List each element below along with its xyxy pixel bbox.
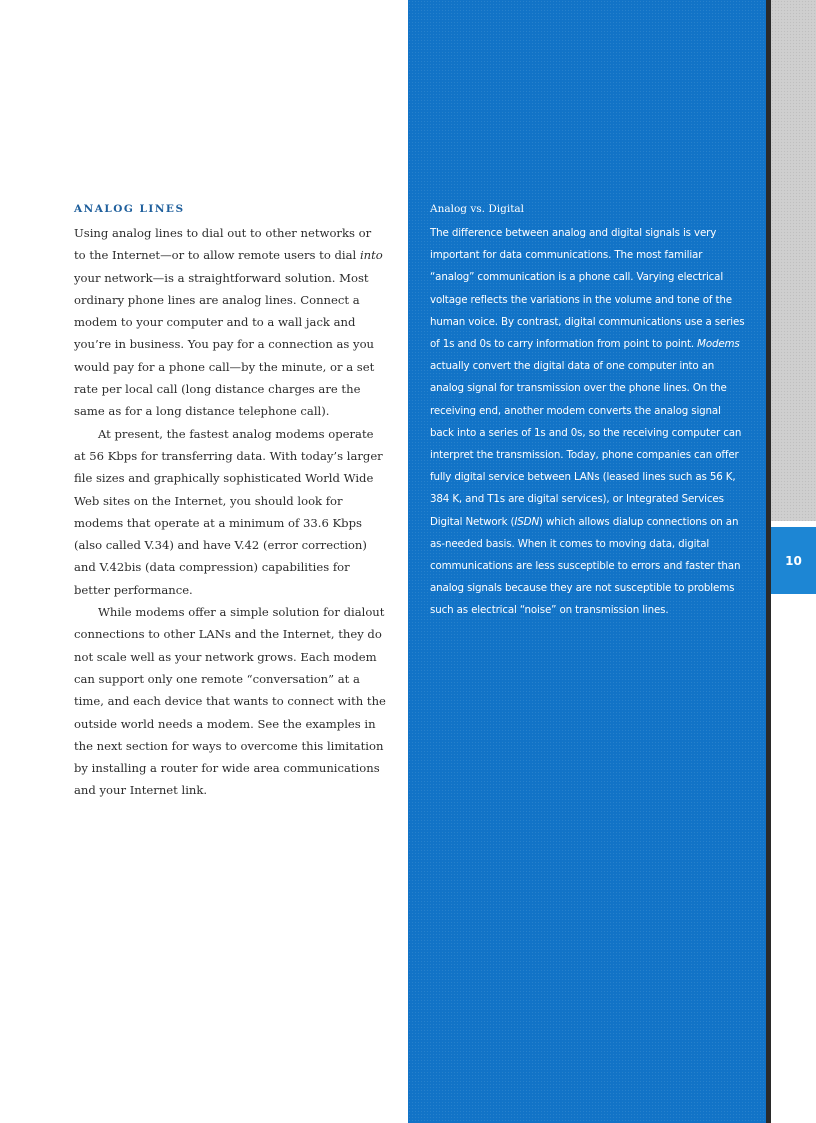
emphasis-text: ISDN: [514, 515, 540, 528]
sidebar-text-part: ) which allows dialup connections on an as-needed basis. When it comes to moving data, digital communications are less susceptible to errors and faster than analog signals because they are not susceptible to problems such as electrical “noise” on transmission lines.: [430, 515, 741, 617]
chapter-number: 10: [785, 553, 802, 568]
sidebar-title: Analog vs. Digital: [430, 203, 525, 215]
body-paragraph: At present, the fastest analog modems operate at 56 Kbps for transferring data. With today’s larger file sizes and graphically sophisticated World Wide Web sites on the Internet, you should look for modems that operate at a minimum of 33.6 Kbps (also called V.34) and have V.42 (error correction) and V.42bis (data compression) capabilities for better performance.: [74, 426, 383, 597]
main-article: [74, 200, 386, 802]
body-paragraph: [74, 222, 386, 423]
chapter-tab: [771, 527, 816, 594]
paragraph-text: your network—is a straightforward solution. Most ordinary phone lines are analog lines. Connect a modem to your computer and to a wall jack and you’re in business. You pay for a connection as you would pay for a phone call—by the minute, or a set rate per local call (long distance charges are the same as for a long distance telephone call).: [74, 270, 375, 419]
emphasis-text: Modems: [697, 338, 740, 351]
margin-strip: [771, 600, 816, 1123]
sidebar-text-part: actually convert the digital data of one computer into an analog signal for transmission over the phone lines. On the receiving end, another modem converts the analog signal back into a series of 1s and 0s, so the receiving computer can interpret the transmission. Today, phone companies can offer fully digital service between LANs (leased lines such as 56 K, 384 K, and T1s are digital services), or Integrated Services Digital Network (: [430, 360, 742, 528]
section-heading: ANALOG LINES: [74, 203, 185, 215]
thumb-index-strip: [771, 0, 816, 521]
sidebar-text-part: The difference between analog and digital signals is very important for data communications. The most familiar “analog” communication is a phone call. Varying electrical voltage reflects the variations in the volume and tone of the human voice. By contrast, digital communications use a series of 1s and 0s to carry information from point to point.: [430, 227, 745, 351]
sidebar-box: [430, 200, 746, 622]
paragraph-text: Using analog lines to dial out to other networks or to the Internet—or to allow remote users to dial: [74, 226, 372, 263]
body-paragraph: While modems offer a simple solution for dialout connections to other LANs and the Internet, they do not scale well as your network grows. Each modem can support only one remote “conversation” at a time, and each device that wants to connect with the outside world needs a modem. See the examples in the next section for ways to overcome this limitation by installing a router for wide area communications and your Internet link.: [74, 605, 386, 798]
sidebar-text: [430, 222, 746, 622]
emphasis-text: into: [359, 248, 383, 263]
